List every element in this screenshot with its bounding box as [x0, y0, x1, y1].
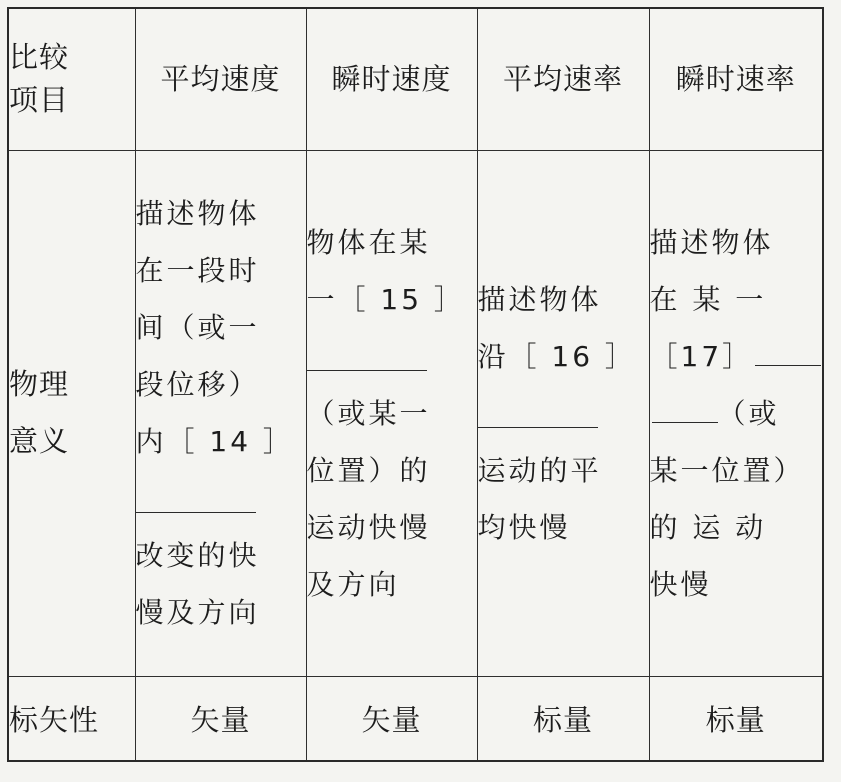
text-line: 位置）的	[306, 453, 431, 487]
text-line: 一［ 15 ］	[306, 282, 465, 316]
header-compare-item-line2: 项目	[9, 83, 70, 118]
table-row-physical-meaning	[8, 150, 823, 676]
fill-blank-16	[478, 385, 649, 442]
header-instantaneous-velocity: 瞬时速度	[306, 8, 477, 150]
cell-avg-speed-type: 标量	[477, 676, 649, 761]
text-line: 在一段时	[135, 254, 260, 287]
text-line: （或某一	[306, 396, 431, 430]
fill-blank-14	[136, 470, 306, 527]
blank-17-label: ［17］	[649, 339, 754, 373]
text-line: 描述物体	[477, 282, 602, 316]
text-line: 的 运 动	[649, 510, 767, 544]
text-line: 描述物体	[649, 225, 774, 259]
text-line: 内［ 14 ］	[135, 425, 294, 458]
text-line: 运动快慢	[306, 510, 431, 544]
blank-continuation-line	[650, 385, 823, 442]
header-compare-item-line1: 比较	[9, 40, 70, 75]
table-row-scalar-vector	[8, 676, 823, 761]
text-line: 段位移）	[135, 368, 260, 401]
cell-avg-velocity-meaning	[135, 150, 306, 676]
text-line: 快慢	[649, 567, 712, 601]
fill-blank-15	[307, 328, 477, 385]
cell-avg-velocity-type: 矢量	[135, 676, 306, 761]
cell-avg-speed-meaning	[477, 150, 649, 676]
text-line: 在 某 一	[649, 282, 767, 316]
cell-inst-velocity-meaning	[306, 150, 477, 676]
row-label-physical-meaning	[8, 150, 135, 676]
cell-inst-velocity-type: 矢量	[306, 676, 477, 761]
cell-inst-speed-meaning	[649, 150, 823, 676]
blank-17-suffix: （或	[717, 396, 780, 430]
text-line: 及方向	[306, 567, 400, 601]
cell-inst-speed-type: 标量	[649, 676, 823, 761]
text-line: 描述物体	[135, 197, 260, 230]
row-label-line1: 物理	[9, 367, 70, 401]
row-label-line2: 意义	[9, 424, 70, 458]
header-instantaneous-speed: 瞬时速率	[649, 8, 823, 150]
text-line: 慢及方向	[135, 596, 260, 629]
text-line: 运动的平	[477, 453, 602, 487]
header-average-velocity: 平均速度	[135, 8, 306, 150]
fill-blank-17	[755, 331, 821, 366]
fill-blank-17-line	[650, 328, 823, 385]
row-label-scalar-vector: 标矢性	[8, 676, 135, 761]
text-line: 某一位置）	[649, 453, 805, 487]
text-line: 均快慢	[477, 510, 571, 544]
text-line: 间（或一	[135, 311, 260, 344]
text-line: 沿［ 16 ］	[477, 339, 636, 373]
header-compare-item	[8, 8, 135, 150]
table-header-row	[8, 8, 823, 150]
header-average-speed: 平均速率	[477, 8, 649, 150]
fill-blank-17-cont	[652, 388, 718, 423]
comparison-table	[7, 7, 824, 762]
text-line: 物体在某	[306, 225, 431, 259]
text-line: 改变的快	[135, 539, 260, 572]
